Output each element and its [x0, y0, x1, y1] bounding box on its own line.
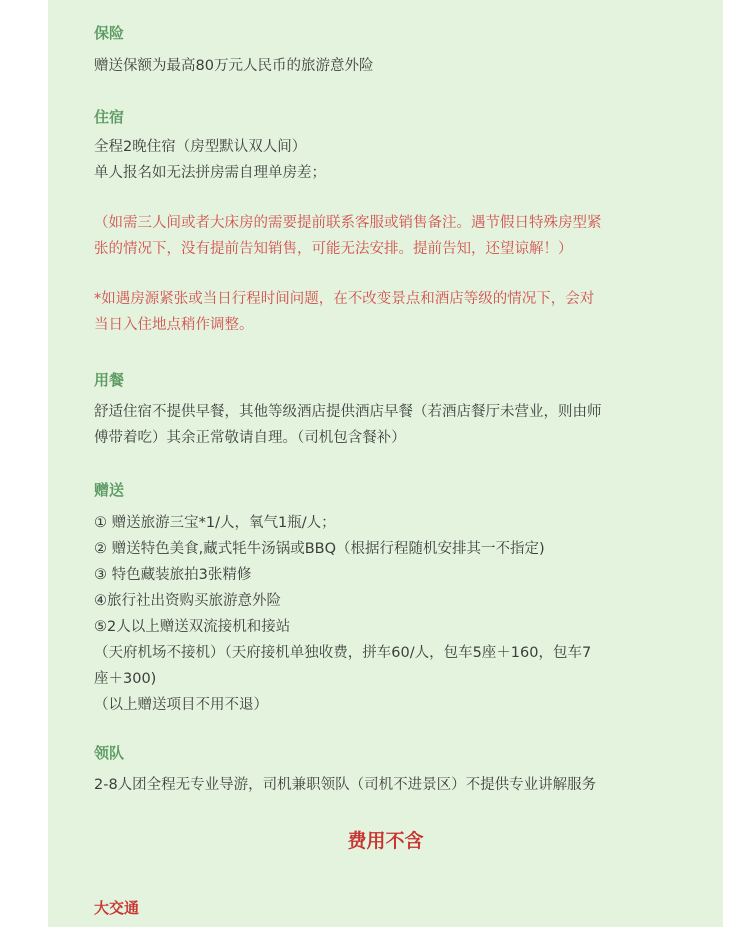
- transport-heading: 大交通: [94, 899, 140, 917]
- transport-section: [94, 898, 683, 918]
- leader-section: [94, 743, 683, 798]
- gift-item-2: ② 赠送特色美食,藏式牦牛汤锅或BBQ（根据行程随机安排其一不指定): [94, 541, 545, 557]
- insurance-heading: 保险: [94, 24, 125, 42]
- meals-section: [94, 370, 683, 451]
- lodging-heading: 住宿: [94, 108, 125, 126]
- lodging-note1-line-1: （如需三人间或者大床房的需要提前联系客服或销售备注。遇节假日特殊房型紧: [94, 215, 602, 231]
- gift-airport-note-2: 座＋300): [94, 671, 157, 687]
- meals-line-1: 舒适住宿不提供早餐，其他等级酒店提供酒店早餐（若酒店餐厅未营业，则由师: [94, 404, 602, 420]
- meals-heading: 用餐: [94, 371, 125, 389]
- meals-line-2: 傅带着吃）其余正常敬请自理。（司机包含餐补）: [94, 430, 406, 446]
- gift-airport-note-1: （天府机场不接机）（天府接机单独收费，拼车60/人，包车5座＋160，包车7: [94, 645, 592, 661]
- leader-line: 2-8人团全程无专业导游，司机兼职领队（司机不进景区）不提供专业讲解服务: [94, 777, 597, 793]
- lodging-line-1: 全程2晚住宿（房型默认双人间）: [94, 139, 307, 155]
- insurance-section: [94, 23, 683, 79]
- gift-item-5: ⑤2人以上赠送双流接机和接站: [94, 619, 291, 635]
- gift-no-refund-note: （以上赠送项目不用不退）: [94, 697, 268, 713]
- gift-item-3: ③ 特色藏装旅拍3张精修: [94, 567, 252, 583]
- itinerary-fee-card: [48, 0, 723, 927]
- lodging-note2-line-2: 当日入住地点稍作调整。: [94, 317, 254, 333]
- lodging-line-2: 单人报名如无法拼房需自理单房差；: [94, 165, 326, 181]
- insurance-line: 赠送保额为最高80万元人民币的旅游意外险: [94, 58, 374, 74]
- gifts-section: [94, 480, 683, 718]
- gift-item-1: ① 赠送旅游三宝*1/人，氧气1瓶/人；: [94, 515, 336, 531]
- gifts-heading: 赠送: [94, 481, 125, 499]
- gift-item-4: ④旅行社出资购买旅游意外险: [94, 593, 281, 609]
- lodging-section: [94, 107, 683, 338]
- excluded-fees-title: 费用不含: [347, 830, 424, 852]
- leader-heading: 领队: [94, 744, 125, 762]
- lodging-note1-line-2: 张的情况下，没有提前告知销售，可能无法安排。提前告知，还望谅解！）: [94, 241, 573, 257]
- lodging-note2-line-1: *如遇房源紧张或当日行程时间问题，在不改变景点和酒店等级的情况下，会对: [94, 291, 595, 307]
